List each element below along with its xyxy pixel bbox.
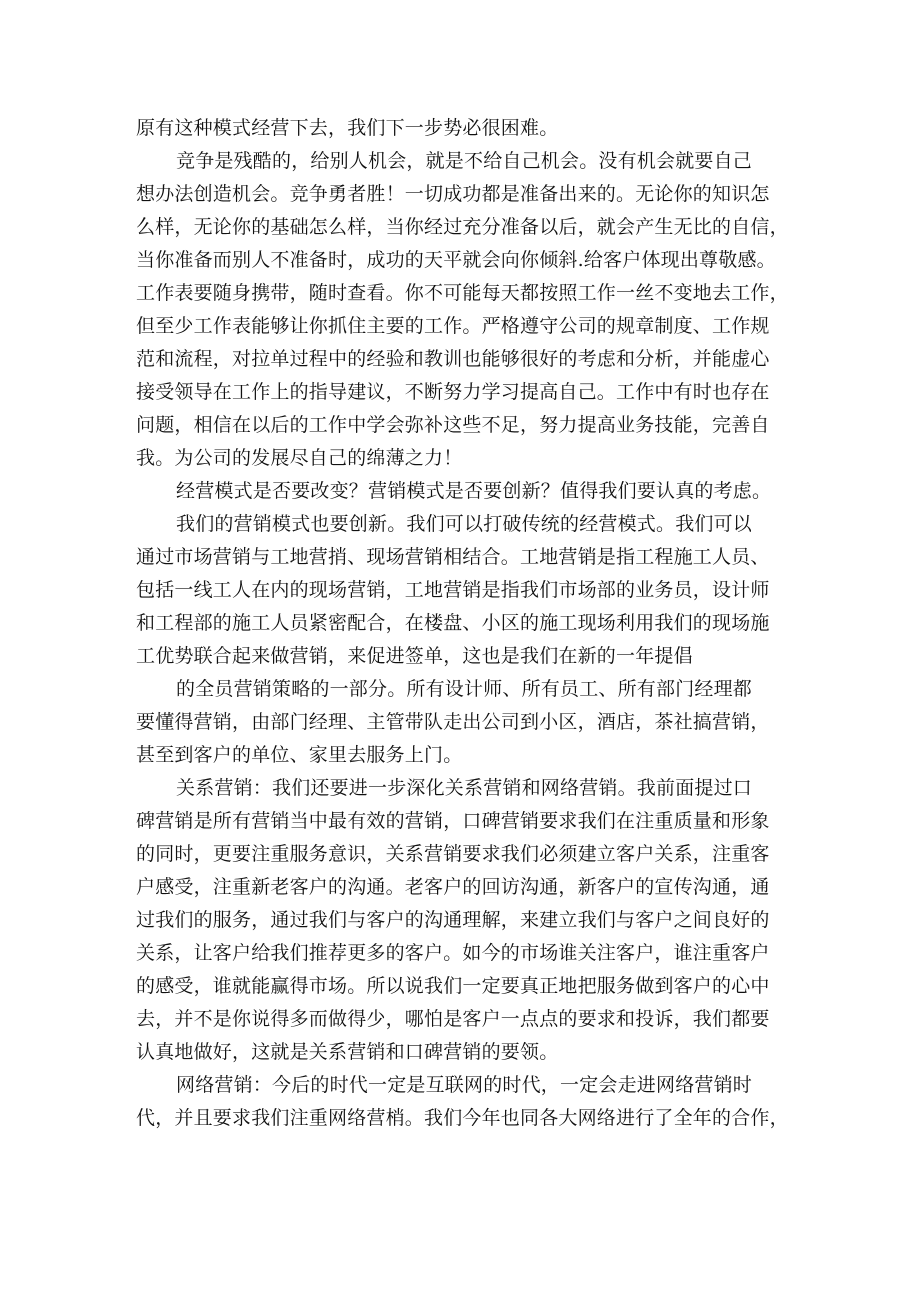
text-line: 么样，无论你的基础怎么样，当你经过充分准备以后，就会产生无比的自信， xyxy=(136,216,789,238)
text-line: 问题，相信在以后的工作中学会弥补这些不足，努力提高业务技能，完善自 xyxy=(136,414,770,436)
text-line: 关系，让客户给我们推荐更多的客户。如今的市场谁关注客户，谁注重客户 xyxy=(136,942,770,964)
text-line: 原有这种模式经营下去，我们下一步势必很困难。 xyxy=(136,117,559,139)
text-line: 代，并且要求我们注重网络营梢。我们今年也同各大网络进行了全年的合作， xyxy=(136,1107,789,1129)
text-line: 碑营销是所有营销当中最有效的营销，口碑营销要求我们在注重质量和形象 xyxy=(136,810,770,832)
text-line: 但至少工作表能够让你抓住主要的工作。严格遵守公司的规章制度、工作规 xyxy=(136,315,770,337)
paragraph-first-line: 的全员营销策略的一部分。所有设计师、所有员工、所有部门经理都 xyxy=(176,678,753,700)
text-line: 工优势联合起来做营销，来促进签单，这也是我们在新的一年提倡 xyxy=(136,645,693,667)
text-line: 甚至到客户的单位、家里去服务上门。 xyxy=(136,744,463,766)
paragraph-first-line: 经营模式是否要改变？营销模式是否要创新？值得我们要认真的考虑。 xyxy=(176,480,772,502)
paragraph-first-line: 竞争是残酷的，给别人机会，就是不给自己机会。没有机会就要自己 xyxy=(176,150,753,172)
text-line: 认真地做好，这就是关系营销和口碑营销的要领。 xyxy=(136,1041,559,1063)
text-line: 范和流程，对拉单过程中的经验和教训也能够很好的考虑和分析，并能虚心 xyxy=(136,348,770,370)
paragraph-first-line: 我们的营销模式也要创新。我们可以打破传统的经营模式。我们可以 xyxy=(176,513,753,535)
text-line: 的同时，更要注重服务意识，关系营销要求我们必须建立客户关系，注重客 xyxy=(136,843,770,865)
text-line: 想办法创造机会。竞争勇者胜！一切成功都是准备出来的。无论你的知识怎 xyxy=(136,183,770,205)
text-line: 我。为公司的发展尽自己的绵薄之力！ xyxy=(136,447,463,469)
text-line: 户感受，注重新老客户的沟通。老客户的回访沟通，新客户的宣传沟通，通 xyxy=(136,876,770,898)
text-line: 通过市场营销与工地营捎、现场营销相结合。工地营销是指工程施工人员、 xyxy=(136,546,770,568)
text-line: 的感受，谁就能赢得市场。所以说我们一定要真正地把服务做到客户的心中 xyxy=(136,975,770,997)
text-line: 当你准备而别人不准备时，成功的天平就会向你倾斜.给客户体现出尊敬感。 xyxy=(136,249,776,271)
text-line: 接受领导在工作上的指导建议，不断努力学习提高自己。工作中有时也存在 xyxy=(136,381,770,403)
text-line: 过我们的服务，通过我们与客户的沟通理解，来建立我们与客户之间良好的 xyxy=(136,909,770,931)
text-line: 要懂得营销，由部门经理、主管带队走出公司到小区，酒店，茶社搞营销， xyxy=(136,711,770,733)
text-line: 工作表要随身携带，随时查看。你不可能每天都按照工作一丝不变地去工作， xyxy=(136,282,789,304)
paragraph-first-line: 关系营销：我们还要进一步深化关系营销和网络营销。我前面提过口 xyxy=(176,777,753,799)
text-line: 包括一线工人在内的现场营销，工地营销是指我们市场部的业务员，设计师 xyxy=(136,579,770,601)
text-line: 和工程部的施工人员紧密配合，在楼盘、小区的施工现场利用我们的现场施 xyxy=(136,612,770,634)
text-line: 去，并不是你说得多而做得少，哪怕是客户一点点的要求和投诉，我们都要 xyxy=(136,1008,770,1030)
paragraph-first-line: 网络营销：今后的时代一定是互联网的时代，一定会走进网络营销时 xyxy=(176,1074,753,1096)
body-text xyxy=(136,112,796,1135)
